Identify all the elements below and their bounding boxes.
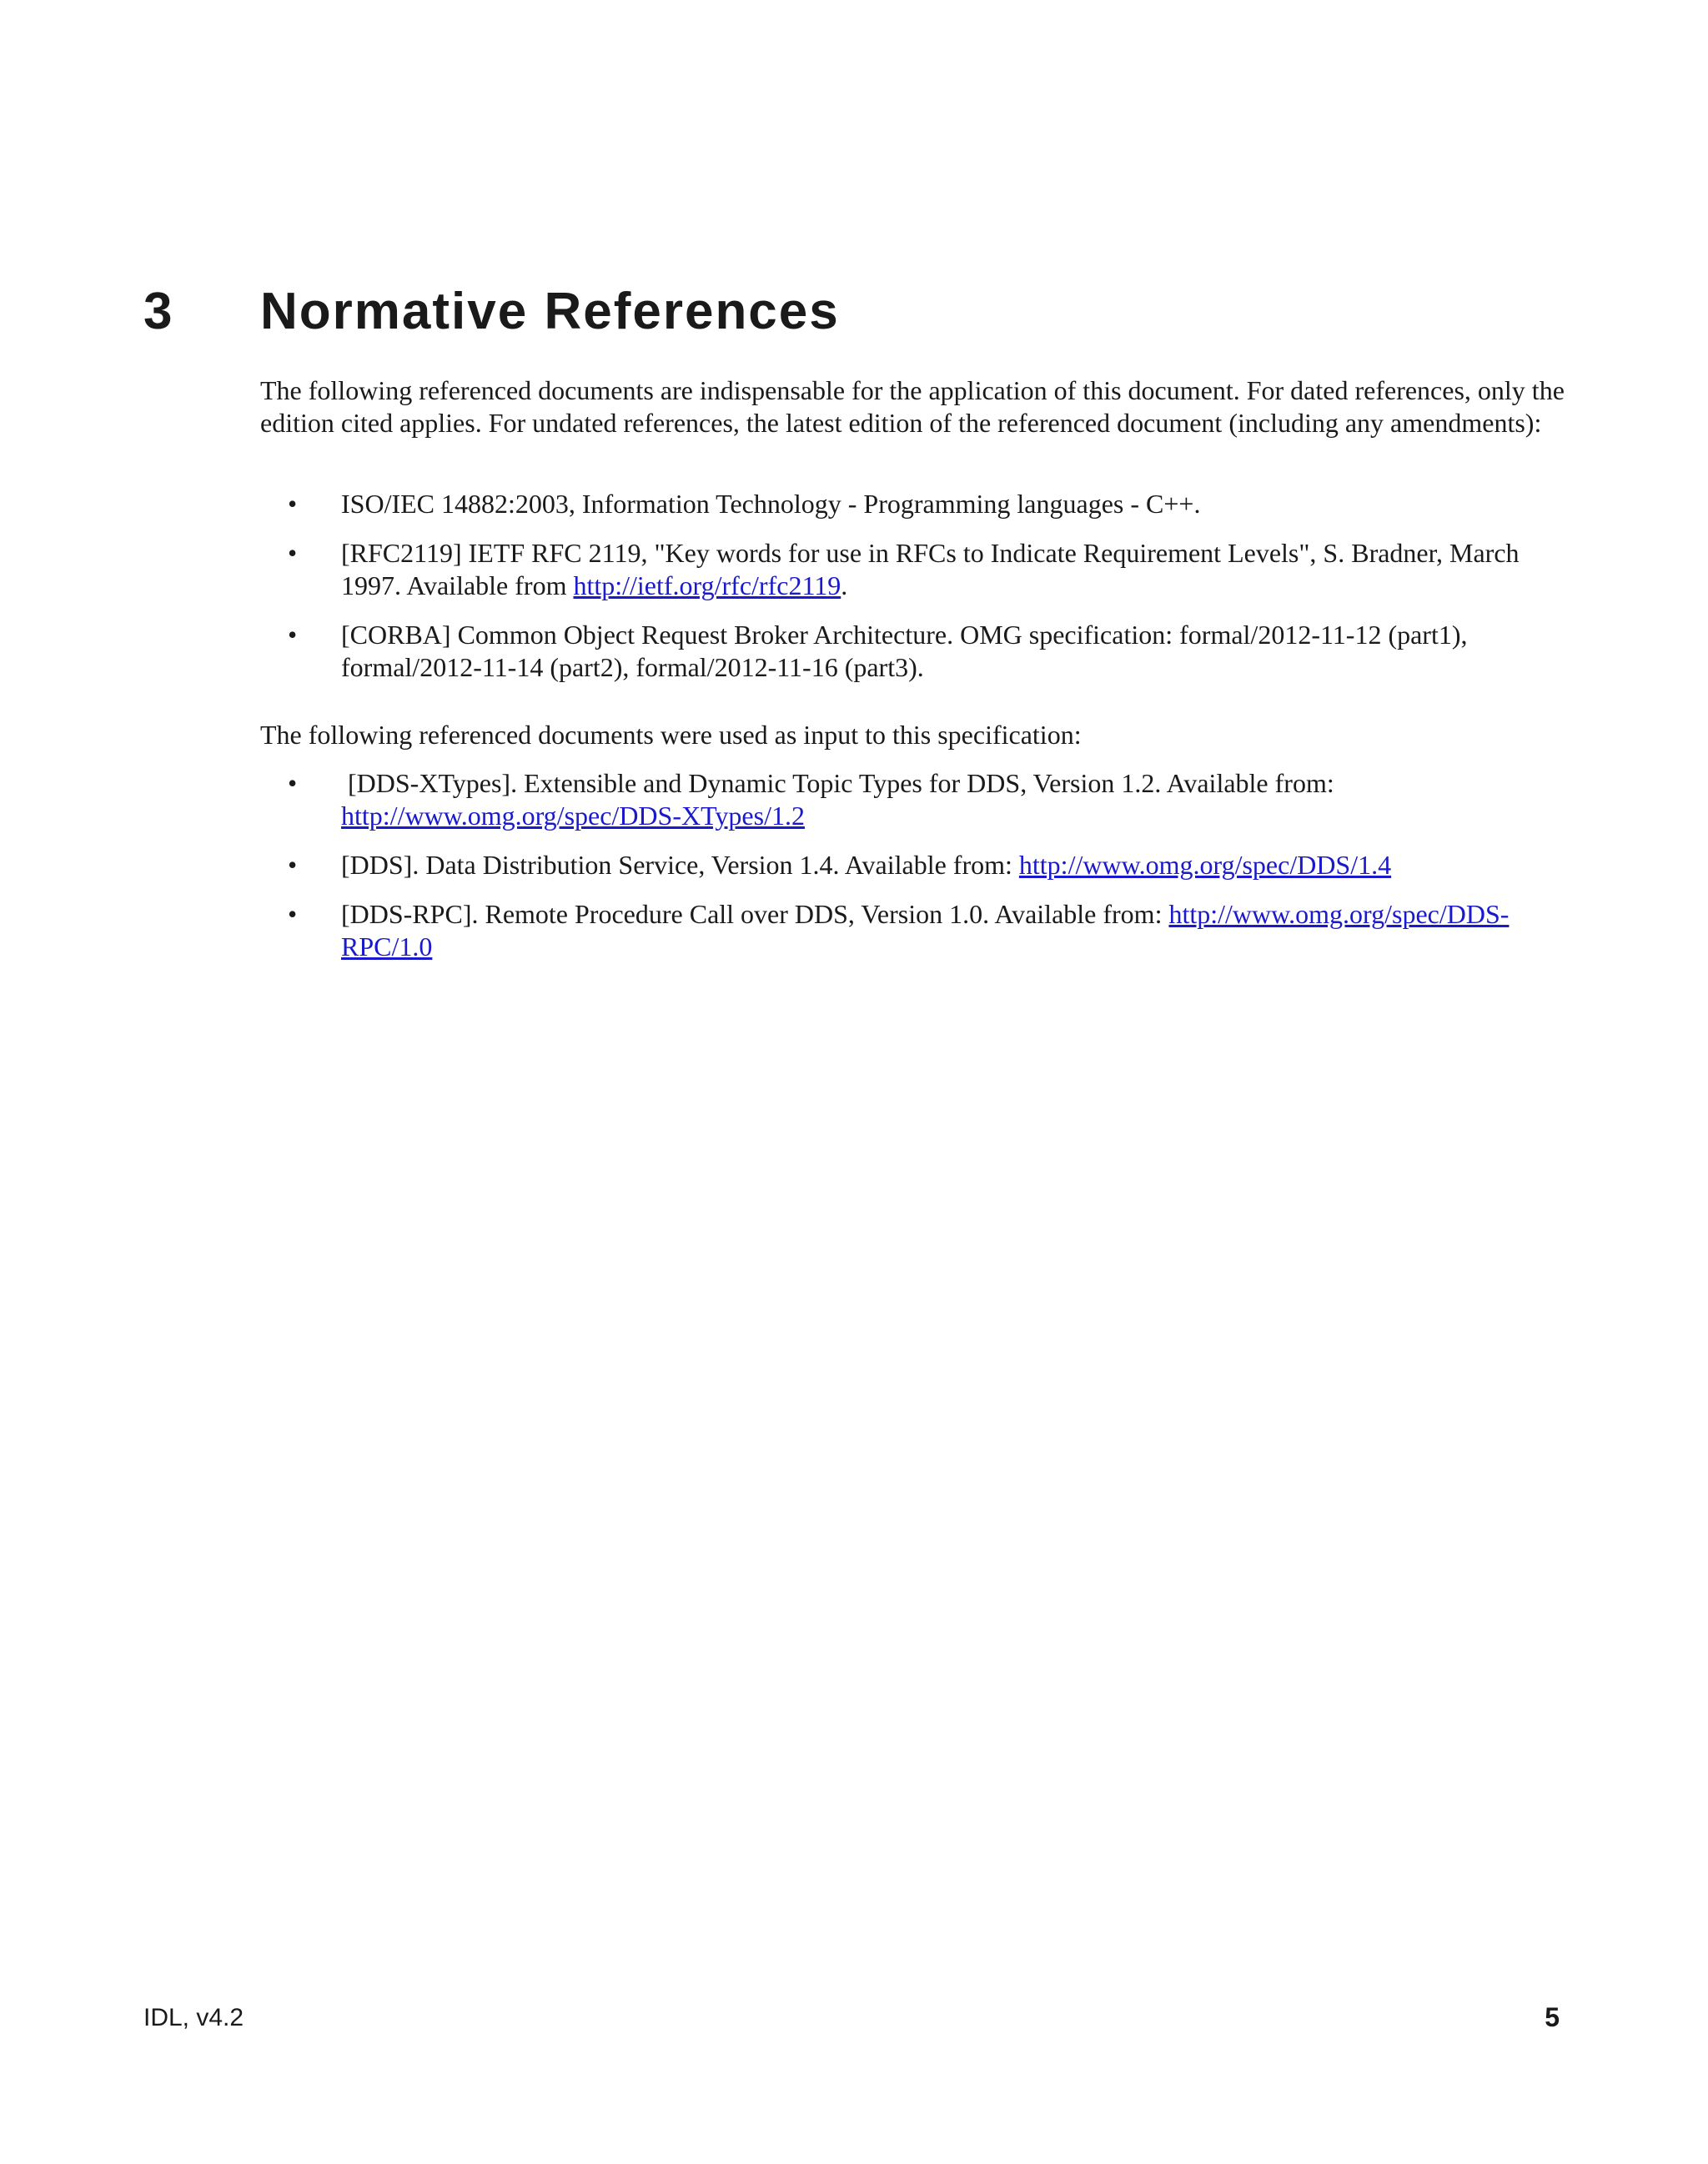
reference-text: [DDS-RPC]. Remote Procedure Call over DDS, Version 1.0. Available from: — [341, 899, 1169, 929]
reference-suffix: . — [841, 570, 848, 600]
dds-link[interactable]: http://www.omg.org/spec/DDS/1.4 — [1018, 850, 1392, 880]
input-paragraph: The following referenced documents were used as input to this specification: — [260, 720, 1082, 750]
list-item — [260, 849, 1568, 881]
list-item — [260, 537, 1568, 602]
bullet-icon: • — [288, 850, 298, 880]
section-number: 3 — [143, 283, 174, 340]
reference-text: ISO/IEC 14882:2003, Information Technology - Programming languages - C++. — [341, 489, 1201, 519]
normative-references-list — [260, 488, 1568, 700]
intro-paragraph: The following referenced documents are indispensable for the application of this document. For dated references, only the edition cited applies. For undated references, the latest edition of the referenced document (including any amendments): — [260, 375, 1565, 438]
bullet-icon: • — [288, 899, 298, 929]
list-item — [260, 488, 1568, 520]
list-item — [260, 767, 1568, 832]
bullet-icon: • — [288, 620, 298, 650]
reference-text: [RFC2119] IETF RFC 2119, "Key words for use in RFCs to Indicate Requirement Levels", S. Bradner, March 1997. Available from — [341, 538, 1520, 600]
bullet-icon: • — [288, 768, 298, 798]
reference-text: [CORBA] Common Object Request Broker Architecture. OMG specification: formal/2012-11-12 (part1), formal/2012-11-14 (part2), formal/2012-11-16 (part3). — [341, 620, 1468, 682]
dds-rpc-link[interactable]: http://www.omg.org/spec/DDS-RPC/1.0 — [341, 899, 1510, 961]
bullet-icon: • — [288, 489, 298, 519]
reference-text: [DDS-XTypes]. Extensible and Dynamic Topic Types for DDS, Version 1.2. Available from: — [341, 768, 1341, 798]
footer-doc-title: IDL, v4.2 — [143, 2004, 244, 2031]
bullet-icon: • — [288, 538, 298, 568]
input-references-list — [260, 767, 1568, 980]
list-item — [260, 898, 1568, 963]
rfc2119-link[interactable]: http://ietf.org/rfc/rfc2119 — [573, 570, 841, 600]
dds-xtypes-link[interactable]: http://www.omg.org/spec/DDS-XTypes/1.2 — [341, 801, 805, 831]
reference-text: [DDS]. Data Distribution Service, Version 1.4. Available from: — [341, 850, 1019, 880]
list-item — [260, 619, 1568, 684]
section-heading — [143, 282, 840, 341]
section-title: Normative References — [260, 283, 840, 340]
footer-page-number: 5 — [1545, 2002, 1560, 2032]
